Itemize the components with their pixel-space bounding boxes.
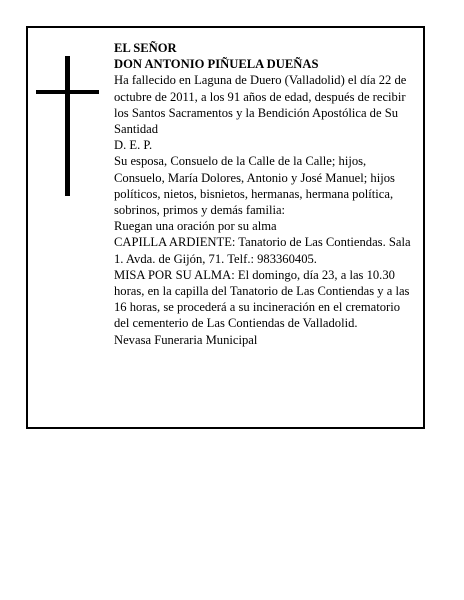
cross-vertical-bar bbox=[65, 56, 70, 196]
family-members: Su esposa, Consuelo de la Calle de la Calle; hijos, Consuelo, María Dolores, Antonio y José Manuel; hijos políticos, nietos, bisnietos, hermanas, hermana política, sobrinos, primos y demás familia: bbox=[114, 154, 395, 218]
deceased-name: DON ANTONIO PIÑUELA DUEÑAS bbox=[114, 57, 319, 72]
rest-in-peace: D. E. P. bbox=[114, 138, 153, 153]
cross-icon bbox=[36, 56, 96, 196]
obituary-text bbox=[114, 40, 418, 348]
cross-horizontal-bar bbox=[36, 90, 99, 94]
death-announcement: Ha fallecido en Laguna de Duero (Valladolid) el día 22 de octubre de 2011, a los 91 años de edad, después de recibir los Santos Sacramentos y la Bendición Apostólica de Su Santidad bbox=[114, 73, 407, 137]
notice-title: EL SEÑOR bbox=[114, 41, 177, 55]
mass-info: MISA POR SU ALMA: El domingo, día 23, a las 10.30 horas, en la capilla del Tanatorio de Las Contiendas y a las 16 horas, se procederá a su incineración en el crematorio del cementerio de Las Contiendas de Valladolid. bbox=[114, 267, 410, 331]
funeral-home: Nevasa Funeraria Municipal bbox=[114, 332, 258, 347]
chapel-info: CAPILLA ARDIENTE: Tanatorio de Las Contiendas. Sala 1. Avda. de Gijón, 71. Telf.: 983360405. bbox=[114, 235, 411, 266]
prayer-request: Ruegan una oración por su alma bbox=[114, 219, 277, 234]
